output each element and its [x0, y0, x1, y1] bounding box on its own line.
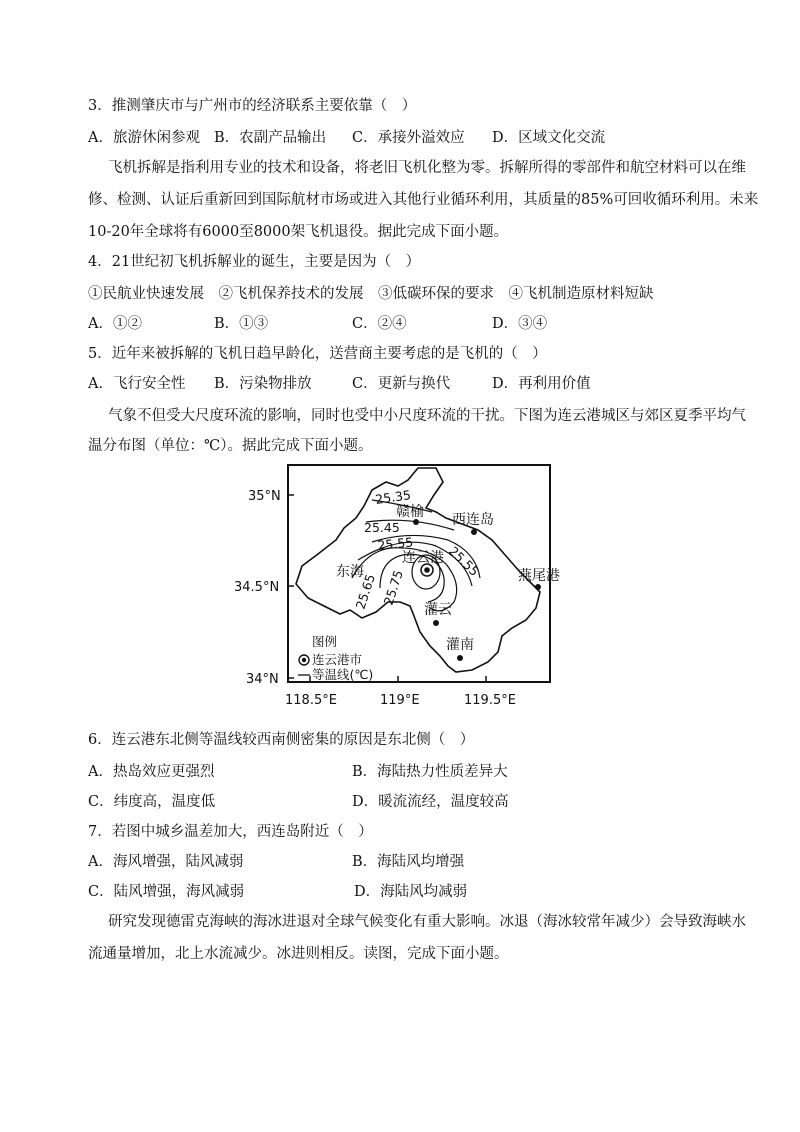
place-ganyu: 赣榆 [396, 504, 424, 520]
place-lianyungang: 连云港 [402, 550, 444, 566]
passage3-line2: 流通量增加，北上水流减少。冰进则相反。读图，完成下面小题。 [88, 946, 509, 962]
place-donghai: 东海 [336, 564, 364, 580]
q7-option-c: C．陆风增强，海风减弱 [88, 884, 245, 900]
q4-option-c: C．②④ [352, 316, 407, 332]
passage3-line1: 研究发现德雷克海峡的海冰进退对全球气候变化有重大影响。冰退（海冰较常年减少）会导致海峡水 [108, 914, 746, 930]
place-yanwei-port: 燕尾港 [518, 568, 560, 584]
q6-stem: 6．连云港东北侧等温线较西南侧密集的原因是东北侧（ ） [88, 732, 475, 748]
isotherm-label: 25.65 [352, 572, 378, 611]
q5-option-a: A．飞行安全性 [88, 376, 186, 392]
q7-option-a: A．海风增强，陆风减弱 [88, 854, 244, 870]
q3-option-c: C．承接外溢效应 [352, 130, 465, 146]
guanyun-point [433, 620, 439, 626]
q7-stem: 7．若图中城乡温差加大，西连岛附近（ ） [88, 824, 373, 840]
isotherm-label: 25.55 [376, 534, 414, 553]
passage1-line3: 10-20年全球将有6000至8000架飞机退役。据此完成下面小题。 [88, 224, 509, 240]
q6-option-b: B．海陆热力性质差异大 [352, 764, 508, 780]
passage1-line2: 修、检测、认证后重新回到国际航材市场或进入其他行业循环利用，其质量的85%可回收循环利用。未来 [88, 192, 759, 208]
q3-option-a: A．旅游休闲参观 [88, 130, 200, 146]
q5-option-b: B．污染物排放 [214, 376, 312, 392]
place-guanyun: 灌云 [424, 602, 452, 618]
lon-label-119-5: 119.5°E [464, 693, 516, 708]
q6-option-d: D．暖流流经，温度较高 [352, 794, 509, 810]
isotherm-label: 25.55 [445, 543, 483, 580]
passage2-line1: 气象不但受大尺度环流的影响，同时也受中小尺度环流的干扰。下图为连云港城区与郊区夏季平均气 [108, 408, 746, 424]
q4-option-d: D．③④ [492, 316, 548, 332]
q5-stem: 5．近年来被拆解的飞机日趋早龄化，送营商主要考虑的是飞机的（ ） [88, 346, 547, 362]
q4-choices: ①民航业快速发展 ②飞机保养技术的发展 ③低碳环保的要求 ④飞机制造原材料短缺 [88, 286, 654, 302]
q3-option-b: B．农副产品输出 [214, 130, 327, 146]
place-guannan: 灌南 [446, 637, 474, 653]
q4-option-a: A．①② [88, 316, 142, 332]
q6-option-c: C．纬度高，温度低 [88, 794, 216, 810]
q5-option-d: D．再利用价值 [492, 376, 591, 392]
lat-label-34-5: 34.5°N [234, 580, 280, 595]
passage2-line2: 温分布图（单位：℃）。据此完成下面小题。 [88, 438, 373, 454]
lon-label-118-5: 118.5°E [285, 693, 337, 708]
q3-option-d: D．区域文化交流 [492, 130, 606, 146]
yanwei-port-point [535, 584, 541, 590]
lat-label-35: 35°N [248, 489, 281, 504]
legend-line-label: 等温线(℃) [312, 667, 374, 682]
q4-stem: 4．21世纪初飞机拆解业的诞生，主要是因为（ ） [88, 254, 421, 270]
q5-option-c: C．更新与换代 [352, 376, 451, 392]
lon-label-119: 119°E [380, 693, 420, 708]
place-xilian-island: 西连岛 [452, 512, 494, 528]
guannan-point [457, 655, 463, 661]
legend-title: 图例 [312, 634, 338, 649]
isotherm-label: 25.45 [364, 520, 400, 535]
xilian-island-point [471, 529, 477, 535]
temperature-map [234, 460, 560, 718]
lat-label-34: 34°N [246, 672, 279, 687]
q4-option-b: B．①③ [214, 316, 269, 332]
passage1-line1: 飞机拆解是指利用专业的技术和设备，将老旧飞机化整为零。拆解所得的零部件和航空材料可以在维 [108, 160, 746, 176]
q3-stem: 3．推测肇庆市与广州市的经济联系主要依靠（ ） [88, 98, 417, 114]
isotherm-label: 25.35 [374, 487, 412, 507]
isotherm-label: 25.75 [380, 568, 406, 607]
map-frame [288, 465, 550, 682]
q7-option-b: B．海陆风均增强 [352, 854, 465, 870]
legend-city-label: 连云港市 [312, 652, 363, 667]
q7-option-d: D．海陆风均减弱 [354, 884, 468, 900]
q6-option-a: A．热岛效应更强烈 [88, 764, 215, 780]
